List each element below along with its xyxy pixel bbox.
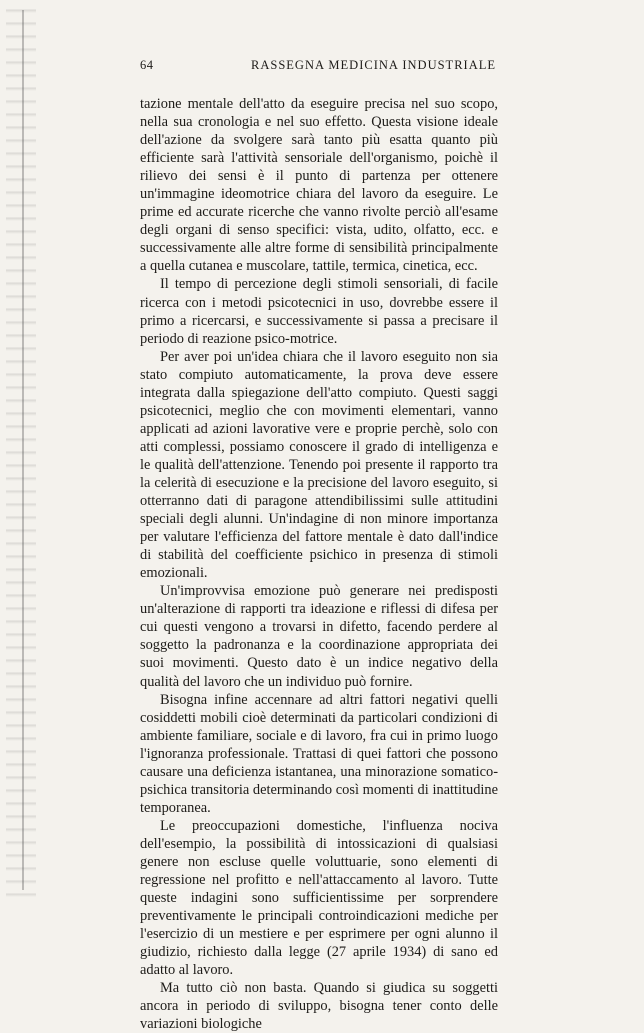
paragraph-6: Le preoccupazioni domestiche, l'influenza nociva dell'esempio, la possibilità di intossicazioni di qualsiasi genere non escluse quelle voluttuarie, sono elementi di regressione nel profitto e nell'attaccamento al lavoro. Tutte queste indagini sono sufficientissime per sorprendere preventivamente le principali controindicazioni mediche per l'esercizio di un mestiere e per esprimere per ogni alunno il giudizio, richiesto dalla legge (27 aprile 1934) di sano ed adatto al lavoro.	[140, 817, 498, 979]
paragraph-4: Un'improvvisa emozione può generare nei predisposti un'alterazione di rapporti tra ideazione e riflessi di difesa per cui questi vengono a trovarsi in difetto, facendo perdere al soggetto la padronanza e la coordinazione appropriata dei suoi movimenti. Questo dato è un indice negativo della qualità del lavoro che un individuo può fornire.	[140, 583, 498, 690]
paragraph-5: Bisogna infine accennare ad altri fattori negativi quelli cosiddetti mobili cioè determinati da particolari condizioni di ambiente familiare, sociale e di lavoro, fra cui in primo luogo l'ignoranza professionale. Trattasi di quei fattori che possono causare una deficienza istantanea, una minorazione somatico-psichica transitoria determinando così momenti di inattitudine temporanea.	[140, 691, 498, 816]
running-head: RASSEGNA MEDICINA INDUSTRIALE	[251, 58, 496, 72]
paragraph-3: Per aver poi un'idea chiara che il lavoro eseguito non sia stato compiuto automaticamente, la prova deve essere integrata dalla spiegazione dell'atto compiuto. Questi saggi psicotecnici, meglio che con movimenti elementari, vanno applicati ad azioni lavorative vere e proprie perchè, solo con atti complessi, possiamo conoscere il grado di intelligenza e le qualità dell'attenzione. Tenendo poi presente il rapporto tra la celerità di esecuzione e la precisione del lavoro eseguito, si otterranno dati di paragone attendibilissimi sulle attitudini speciali degli alunni. Un'indagine di non minore importanza per valutare l'efficienza del fattore mentale è dato dall'indice di stabilità del coefficiente psichico in presenza di stimoli emozionali.	[140, 348, 498, 582]
paragraph-2: Il tempo di percezione degli stimoli sensoriali, di facile ricerca con i metodi psicotecnici in uso, dovrebbe essere il primo a ricercarsi, e successivamente si passa a precisare il periodo di reazione psico-motrice.	[140, 276, 498, 347]
scan-binding-edge	[6, 0, 36, 900]
page-number: 64	[140, 58, 154, 72]
paragraph-7: Ma tutto ciò non basta. Quando si giudica su soggetti ancora in periodo di sviluppo, bisogna tener conto delle variazioni biologiche	[140, 980, 498, 1033]
paragraph-1: tazione mentale dell'atto da eseguire precisa nel suo scopo, nella sua cronologia e nel suo effetto. Questa visione ideale dell'azione da svolgere sarà tanto più esatta quanto più efficiente sarà l'attività sensoriale dell'organismo, poichè il rilievo dei sensi è il punto di partenza per ottenere un'immagine ideomotrice chiara del lavoro da eseguire. Le prime ed accurate ricerche che vanno rivolte perciò all'esame degli organi di senso specifici: vista, udito, olfatto, ecc. e successivamente alle altre forme di sensibilità principalmente a quella cutanea e muscolare, tattile, termica, cinetica, ecc.	[140, 96, 498, 275]
scan-gutter-line	[22, 10, 24, 890]
page-header	[140, 58, 496, 78]
body-text	[140, 95, 498, 1033]
